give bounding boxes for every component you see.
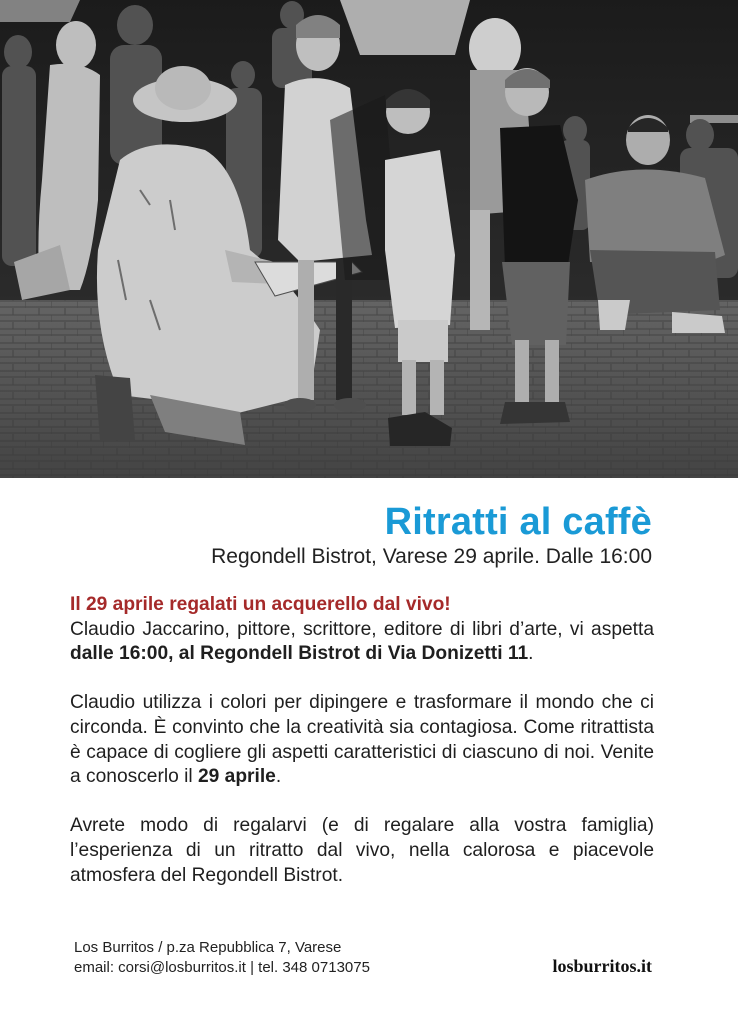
about-end: . — [275, 766, 282, 788]
event-photo — [0, 0, 738, 478]
poster-body — [70, 593, 654, 888]
lead-line: Il 29 aprile regalati un acquerello dal vivo! — [70, 594, 451, 615]
poster-title: Ritratti al caffè — [384, 501, 652, 543]
intro-highlight: dalle 16:00, al Regondell Bistrot di Via Donizetti 11 — [70, 643, 529, 665]
paragraph-closing: Avrete modo di regalarvi (e di regalare alla vostra famiglia) l’esperienza di un ritratto dal vivo, nella calorosa e piacevole atmosfera del Regondell Bistrot. — [70, 815, 654, 886]
paragraph-intro — [70, 618, 654, 667]
paragraph-gap — [70, 790, 654, 815]
intro-end: . — [528, 643, 534, 665]
about-text: Claudio utilizza i colori per dipingere e trasformare il mondo che ci circonda. È convinto che la creatività sia contagiosa. Come ritrattista è capace di cogliere gli aspetti caratteristici di ciascuno di noi. Venite a conoscerlo il — [70, 692, 654, 788]
about-date: 29 aprile — [197, 766, 276, 788]
poster-subtitle: Regondell Bistrot, Varese 29 aprile. Dalle 16:00 — [211, 545, 652, 568]
footer-address: Los Burritos / p.za Repubblica 7, Varese — [74, 939, 342, 956]
intro-text: Claudio Jaccarino, pittore, scrittore, editore di libri d’arte, vi aspetta — [70, 618, 654, 640]
event-photo-illustration — [0, 0, 738, 478]
paragraph-gap — [70, 667, 654, 692]
paragraph-about — [70, 691, 654, 789]
footer-contacts — [74, 938, 370, 978]
footer-contact: email: corsi@losburritos.it | tel. 348 0713075 — [74, 959, 370, 976]
footer-website: losburritos.it — [552, 956, 652, 976]
